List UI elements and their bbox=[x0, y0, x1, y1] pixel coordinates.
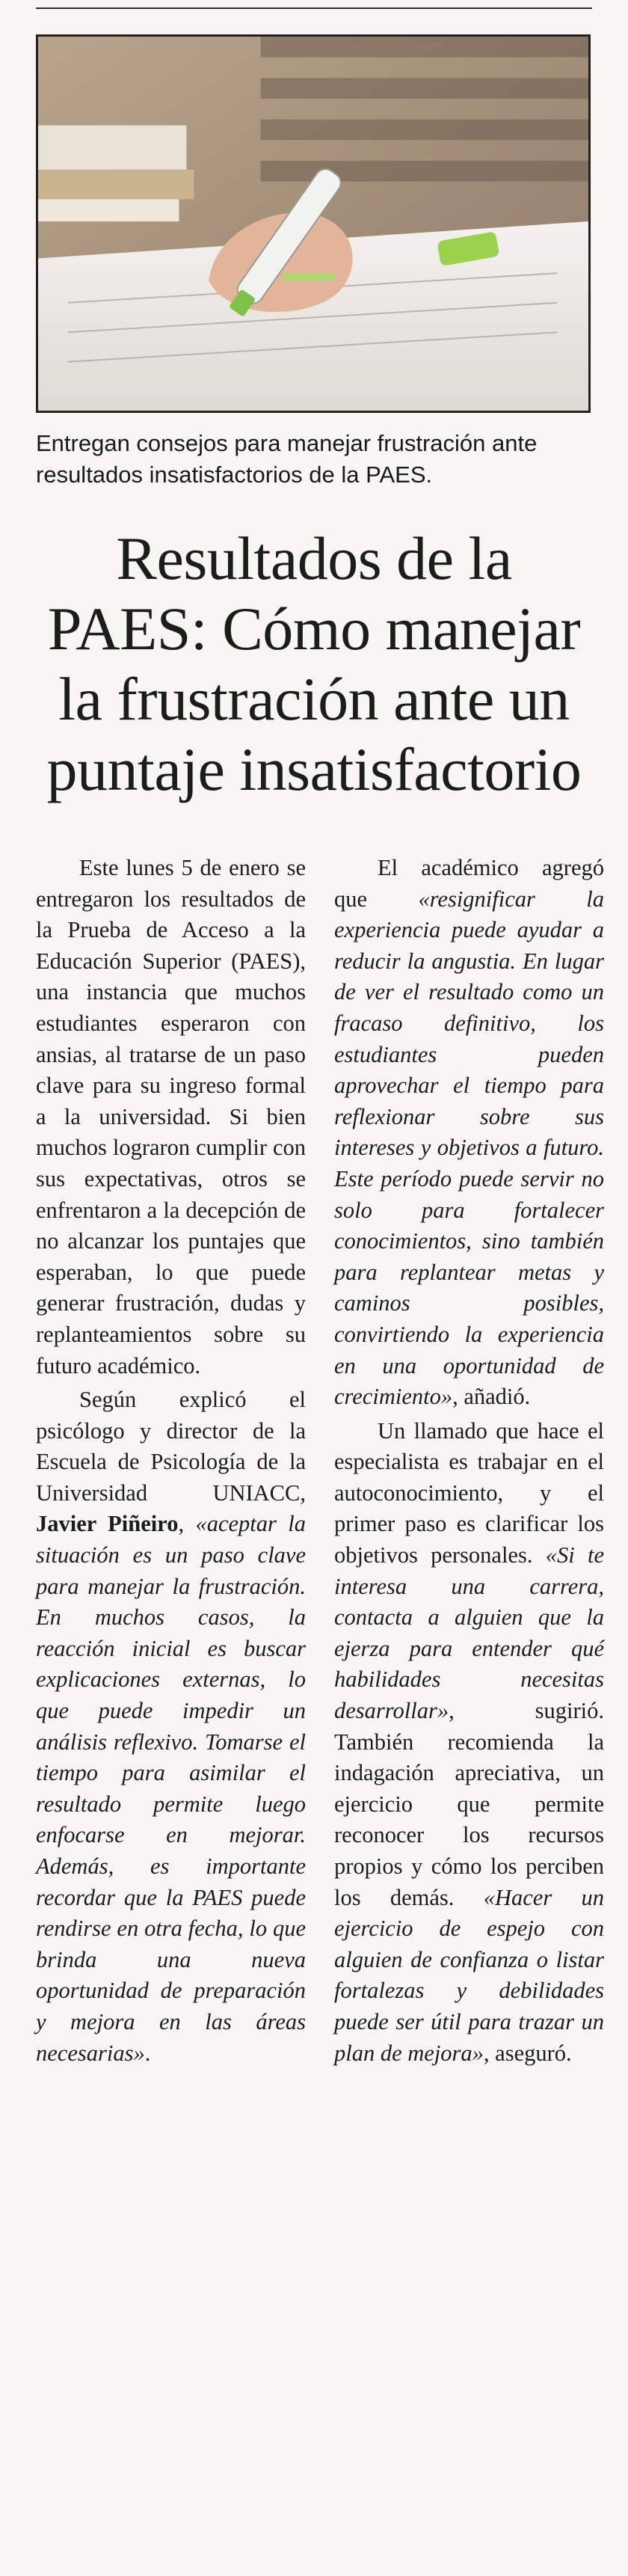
photo-caption: Entregan consejos para manejar frustración ante resultados insatisfactorios de la PAES. bbox=[36, 430, 538, 488]
paragraph-2-quote: «aceptar la situación es un paso clave para manejar la frustración. En muchos casos, la reacción inicial es buscar explicaciones externas, lo que puede impedir un análisis reflexivo. Tomarse el tiempo para asimilar el resultado permite luego enfocarse en mejorar. Además, es importante recordar que la PAES puede rendirse en otra fecha, lo que brinda una nueva oportunidad de preparación y mejora en las áreas necesarias» bbox=[36, 1511, 306, 2066]
paragraph-1: Este lunes 5 de enero se entregaron los resultados de la Prueba de Acceso a la Educación Superior (PAES), una instancia que muchos estudiantes esperaron con ansias, al tratarse de un paso clave para su ingreso formal a la universidad. Si bien muchos lograron cumplir con sus expectativas, otros se enfrentaron a la decepción de no alcanzar los puntajes que esperaban, lo que puede generar frustración, dudas y replanteamientos sobre su futuro académico. bbox=[36, 855, 306, 1379]
paragraph-2-separator: , bbox=[178, 1511, 196, 1537]
highlighter-hand-icon bbox=[38, 37, 588, 411]
paragraph-4-lead: Un llamado que hace el especialista es trabajar en el autoconocimiento, y el primer paso es clarificar los objetivos personales. bbox=[334, 1417, 604, 1568]
expert-name: Javier Piñeiro bbox=[36, 1511, 179, 1537]
paragraph-4-quote-1: «Si te interesa una carrera, contacta a alguien que la ejerza para entender qué habilidades necesitas desarrollar» bbox=[334, 1542, 604, 1724]
article-headline: Resultados de la PAES: Cómo manejar la frustración ante un puntaje insatisfactorio bbox=[46, 524, 582, 803]
paragraph-4-quote-2: «Hacer un ejercicio de espejo con alguien de confianza o listar fortalezas y debilidades puede ser útil para trazar un plan de mejora» bbox=[334, 1884, 604, 2066]
paragraph-2 bbox=[36, 1384, 306, 2069]
paragraph-3-lead: El académico agregó que bbox=[334, 855, 604, 912]
article-body bbox=[36, 853, 604, 2543]
paragraph-3 bbox=[334, 853, 604, 1413]
top-rule bbox=[36, 7, 592, 9]
paragraph-2-end: . bbox=[144, 2040, 151, 2066]
paragraph-3-quote: «resignificar la experiencia puede ayudar a reducir la angustia. En lugar de ver el resultado como un fracaso definitivo, los estudiantes pueden aprovechar el tiempo para reflexionar sobre sus intereses y objetivos a futuro. Este período puede servir no solo para fortalecer conocimientos, sino también para replantear metas y caminos posibles, convirtiendo la experiencia en una oportunidad de crecimiento» bbox=[334, 886, 604, 1410]
paragraph-4 bbox=[334, 1416, 604, 2069]
paragraph-3-end: , añadió. bbox=[452, 1384, 531, 1410]
paragraph-4-mid: , sugirió. También recomienda la indagación apreciativa, un ejercicio que permite reconocer los recursos propios y cómo los perciben los demás. bbox=[334, 1698, 604, 1910]
paragraph-2-lead: Según explicó el psicólogo y director de la Escuela de Psicología de la Universidad UNIACC, bbox=[36, 1387, 306, 1506]
paragraph-4-end: , aseguró. bbox=[483, 2040, 572, 2066]
article-photo bbox=[36, 34, 591, 413]
